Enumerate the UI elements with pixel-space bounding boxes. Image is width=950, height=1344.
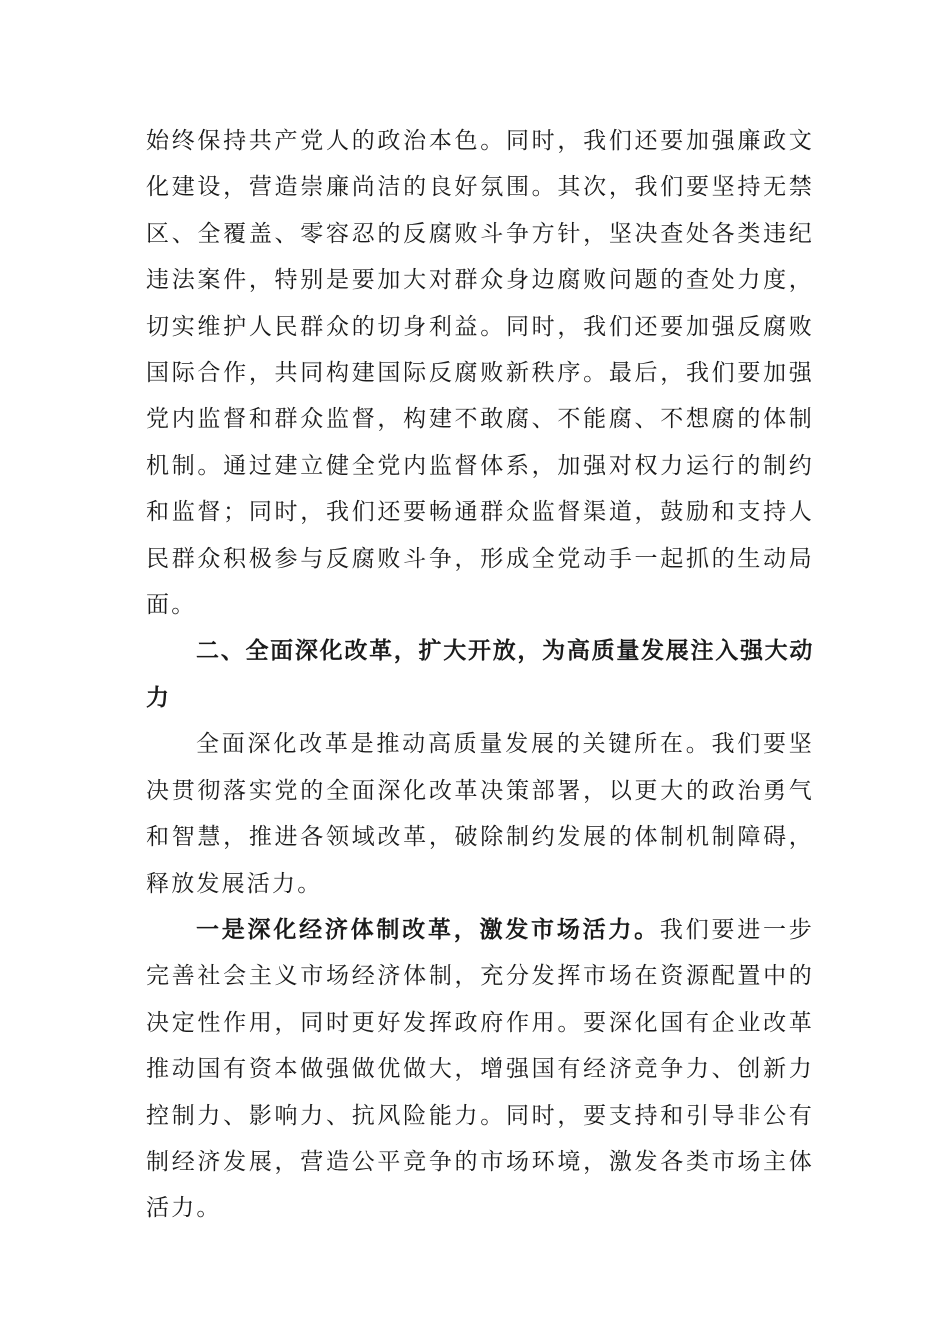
paragraph-lead-sentence: 一是深化经济体制改革，激发市场活力。 <box>196 915 660 943</box>
body-paragraph-reform-intro: 全面深化改革是推动高质量发展的关键所在。我们要坚决贯彻落实党的全面深化改革决策部署，以更大的政治勇气和智慧，推进各领域改革，破除制约发展的体制机制障碍，释放发展活力。 <box>146 731 814 897</box>
body-paragraph-continuation: 始终保持共产党人的政治本色。同时，我们还要加强廉政文化建设，营造崇廉尚洁的良好氛围。其次，我们要坚持无禁区、全覆盖、零容忍的反腐败斗争方针，坚决查处各类违纪违法案件，特别是要加大对群众身边腐败问题的查处力度，切实维护人民群众的切身利益。同时，我们还要加强反腐败国际合作，共同构建国际反腐败新秩序。最后，我们要加强党内监督和群众监督，构建不敢腐、不能腐、不想腐的体制机制。通过建立健全党内监督体系，加强对权力运行的制约和监督；同时，我们还要畅通群众监督渠道，鼓励和支持人民群众积极参与反腐败斗争，形成全党动手一起抓的生动局面。 <box>146 128 814 619</box>
document-page <box>146 118 814 1232</box>
body-paragraph-economic-reform <box>146 907 814 1232</box>
paragraph-body-text: 我们要进一步完善社会主义市场经济体制，充分发挥市场在资源配置中的决定性作用，同时更好发挥政府作用。要深化国有企业改革推动国有资本做强做优做大，增强国有经济竞争力、创新力控制力、影响力、抗风险能力。同时，要支持和引导非公有制经济发展，营造公平竞争的市场环境，激发各类市场主体活力。 <box>146 916 814 1222</box>
section-heading: 二、全面深化改革，扩大开放，为高质量发展注入强大动力 <box>146 638 814 711</box>
